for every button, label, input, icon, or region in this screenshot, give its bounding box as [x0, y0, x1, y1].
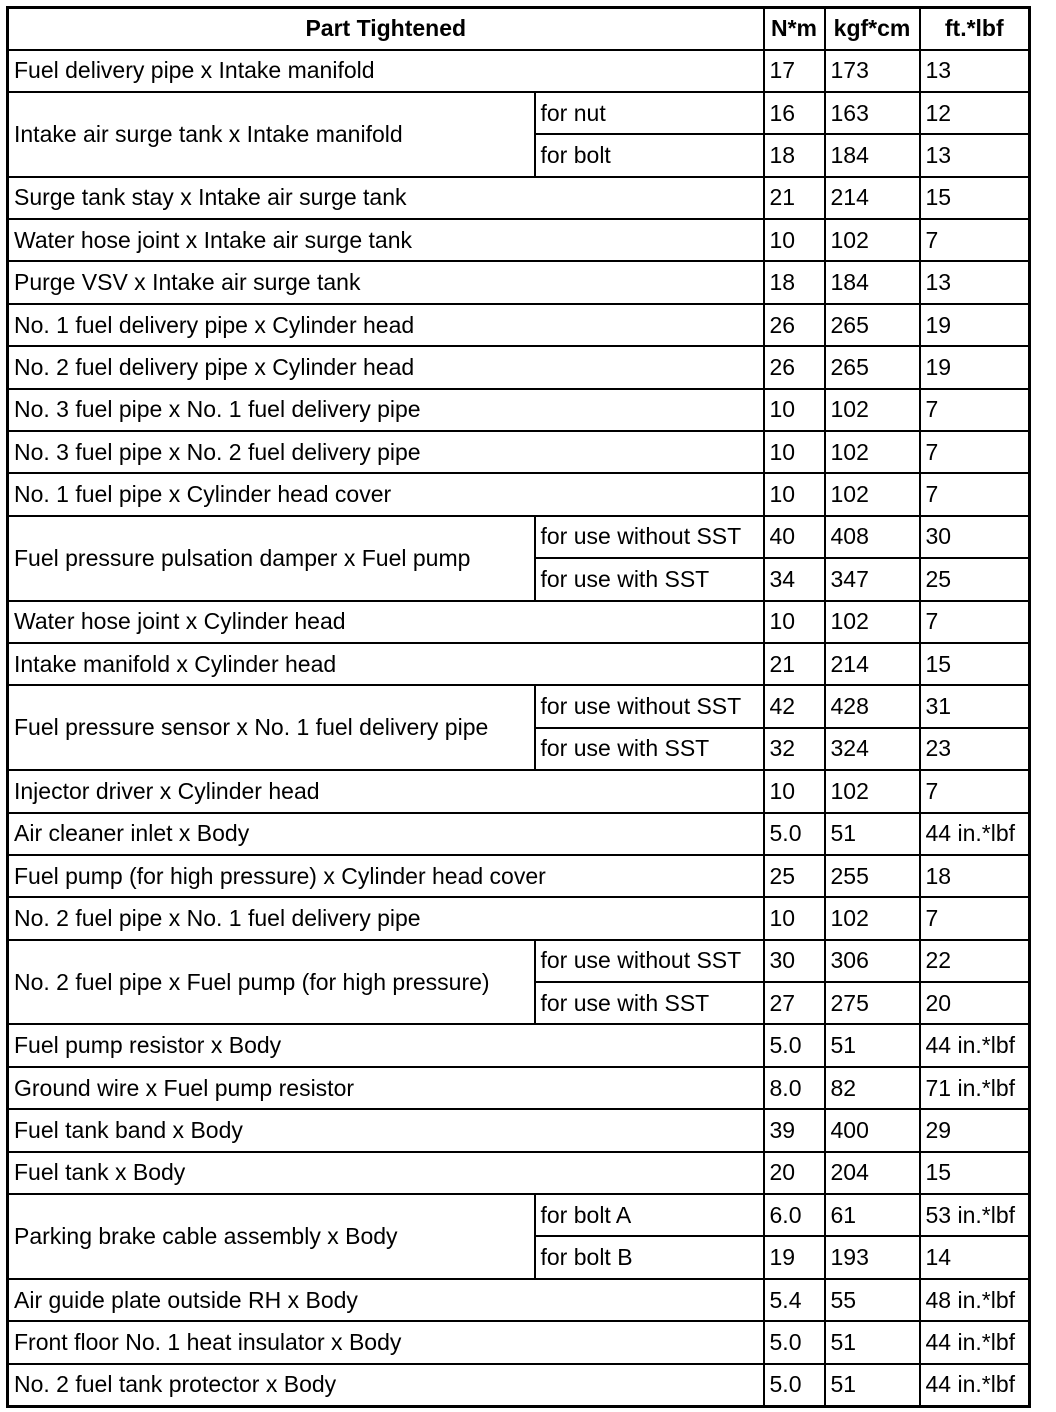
kgf-cm-cell: 173	[825, 50, 920, 92]
table-row	[8, 1194, 1030, 1236]
nm-cell: 10	[764, 770, 825, 812]
nm-cell: 5.4	[764, 1279, 825, 1321]
ft-lbf-cell: 12	[920, 92, 1030, 134]
part-cell: No. 2 fuel pipe x No. 1 fuel delivery pipe	[8, 897, 764, 939]
ft-lbf-cell: 19	[920, 346, 1030, 388]
kgf-cm-cell: 61	[825, 1194, 920, 1236]
nm-cell: 10	[764, 473, 825, 515]
table-row	[8, 940, 1030, 982]
kgf-cm-cell: 102	[825, 389, 920, 431]
ft-lbf-cell: 7	[920, 431, 1030, 473]
ft-lbf-cell: 44 in.*lbf	[920, 1364, 1030, 1406]
kgf-cm-cell: 214	[825, 177, 920, 219]
condition-cell: for bolt B	[535, 1236, 764, 1278]
part-cell: Air cleaner inlet x Body	[8, 813, 764, 855]
nm-cell: 34	[764, 558, 825, 600]
part-cell: No. 3 fuel pipe x No. 1 fuel delivery pipe	[8, 389, 764, 431]
ft-lbf-cell: 15	[920, 1152, 1030, 1194]
kgf-cm-cell: 82	[825, 1067, 920, 1109]
kgf-cm-cell: 102	[825, 473, 920, 515]
nm-cell: 18	[764, 261, 825, 303]
table-row	[8, 1279, 1030, 1321]
ft-lbf-cell: 7	[920, 219, 1030, 261]
nm-cell: 10	[764, 431, 825, 473]
nm-cell: 27	[764, 982, 825, 1024]
nm-cell: 5.0	[764, 1024, 825, 1066]
part-cell: No. 2 fuel pipe x Fuel pump (for high pressure)	[8, 940, 535, 1025]
kgf-cm-cell: 214	[825, 643, 920, 685]
table-row	[8, 1067, 1030, 1109]
kgf-cm-cell: 204	[825, 1152, 920, 1194]
condition-cell: for bolt	[535, 134, 764, 176]
kgf-cm-cell: 265	[825, 304, 920, 346]
ft-lbf-cell: 20	[920, 982, 1030, 1024]
kgf-cm-cell: 347	[825, 558, 920, 600]
condition-cell: for use without SST	[535, 685, 764, 727]
nm-cell: 32	[764, 728, 825, 770]
part-cell: Fuel delivery pipe x Intake manifold	[8, 50, 764, 92]
nm-cell: 40	[764, 516, 825, 558]
ft-lbf-cell: 13	[920, 50, 1030, 92]
condition-cell: for use with SST	[535, 982, 764, 1024]
ft-lbf-cell: 7	[920, 601, 1030, 643]
condition-cell: for use with SST	[535, 728, 764, 770]
header-row	[8, 8, 1030, 50]
nm-cell: 10	[764, 219, 825, 261]
kgf-cm-cell: 163	[825, 92, 920, 134]
nm-cell: 39	[764, 1109, 825, 1151]
table-row	[8, 770, 1030, 812]
part-cell: Injector driver x Cylinder head	[8, 770, 764, 812]
part-cell: No. 2 fuel tank protector x Body	[8, 1364, 764, 1406]
table-row	[8, 601, 1030, 643]
table-row	[8, 219, 1030, 261]
nm-cell: 30	[764, 940, 825, 982]
kgf-cm-cell: 51	[825, 813, 920, 855]
part-cell: Surge tank stay x Intake air surge tank	[8, 177, 764, 219]
part-cell: Fuel pump (for high pressure) x Cylinder head cover	[8, 855, 764, 897]
kgf-cm-cell: 306	[825, 940, 920, 982]
nm-cell: 10	[764, 601, 825, 643]
kgf-cm-cell: 102	[825, 897, 920, 939]
ft-lbf-cell: 44 in.*lbf	[920, 1321, 1030, 1363]
table-row	[8, 813, 1030, 855]
kgf-cm-cell: 102	[825, 219, 920, 261]
header-nm: N*m	[764, 8, 825, 50]
torque-spec-table	[6, 6, 1031, 1408]
ft-lbf-cell: 30	[920, 516, 1030, 558]
nm-cell: 42	[764, 685, 825, 727]
kgf-cm-cell: 51	[825, 1321, 920, 1363]
table-row	[8, 685, 1030, 727]
kgf-cm-cell: 51	[825, 1024, 920, 1066]
table-row	[8, 473, 1030, 515]
ft-lbf-cell: 23	[920, 728, 1030, 770]
kgf-cm-cell: 184	[825, 134, 920, 176]
nm-cell: 21	[764, 177, 825, 219]
ft-lbf-cell: 7	[920, 473, 1030, 515]
nm-cell: 8.0	[764, 1067, 825, 1109]
table-row	[8, 177, 1030, 219]
part-cell: Fuel pressure pulsation damper x Fuel pump	[8, 516, 535, 601]
nm-cell: 26	[764, 304, 825, 346]
ft-lbf-cell: 14	[920, 1236, 1030, 1278]
table-body	[8, 50, 1030, 1407]
kgf-cm-cell: 428	[825, 685, 920, 727]
table-row	[8, 1364, 1030, 1406]
ft-lbf-cell: 15	[920, 643, 1030, 685]
table-row	[8, 1152, 1030, 1194]
table-row	[8, 643, 1030, 685]
part-cell: Fuel pressure sensor x No. 1 fuel delivery pipe	[8, 685, 535, 770]
ft-lbf-cell: 15	[920, 177, 1030, 219]
header-ft-lbf: ft.*lbf	[920, 8, 1030, 50]
ft-lbf-cell: 29	[920, 1109, 1030, 1151]
nm-cell: 10	[764, 897, 825, 939]
condition-cell: for use without SST	[535, 516, 764, 558]
ft-lbf-cell: 13	[920, 261, 1030, 303]
ft-lbf-cell: 7	[920, 770, 1030, 812]
table-row	[8, 431, 1030, 473]
kgf-cm-cell: 255	[825, 855, 920, 897]
table-row	[8, 346, 1030, 388]
kgf-cm-cell: 324	[825, 728, 920, 770]
ft-lbf-cell: 7	[920, 897, 1030, 939]
kgf-cm-cell: 275	[825, 982, 920, 1024]
part-cell: Purge VSV x Intake air surge tank	[8, 261, 764, 303]
part-cell: Water hose joint x Cylinder head	[8, 601, 764, 643]
ft-lbf-cell: 53 in.*lbf	[920, 1194, 1030, 1236]
table-row	[8, 50, 1030, 92]
nm-cell: 17	[764, 50, 825, 92]
header-kgf-cm: kgf*cm	[825, 8, 920, 50]
kgf-cm-cell: 193	[825, 1236, 920, 1278]
part-cell: Air guide plate outside RH x Body	[8, 1279, 764, 1321]
condition-cell: for bolt A	[535, 1194, 764, 1236]
nm-cell: 25	[764, 855, 825, 897]
nm-cell: 21	[764, 643, 825, 685]
ft-lbf-cell: 31	[920, 685, 1030, 727]
nm-cell: 18	[764, 134, 825, 176]
condition-cell: for nut	[535, 92, 764, 134]
kgf-cm-cell: 102	[825, 770, 920, 812]
ft-lbf-cell: 19	[920, 304, 1030, 346]
table-row	[8, 516, 1030, 558]
ft-lbf-cell: 25	[920, 558, 1030, 600]
part-cell: Parking brake cable assembly x Body	[8, 1194, 535, 1279]
nm-cell: 5.0	[764, 813, 825, 855]
nm-cell: 6.0	[764, 1194, 825, 1236]
table-row	[8, 1024, 1030, 1066]
ft-lbf-cell: 18	[920, 855, 1030, 897]
kgf-cm-cell: 51	[825, 1364, 920, 1406]
condition-cell: for use without SST	[535, 940, 764, 982]
nm-cell: 19	[764, 1236, 825, 1278]
kgf-cm-cell: 265	[825, 346, 920, 388]
kgf-cm-cell: 400	[825, 1109, 920, 1151]
nm-cell: 16	[764, 92, 825, 134]
ft-lbf-cell: 7	[920, 389, 1030, 431]
ft-lbf-cell: 71 in.*lbf	[920, 1067, 1030, 1109]
nm-cell: 5.0	[764, 1321, 825, 1363]
table-row	[8, 1321, 1030, 1363]
part-cell: Front floor No. 1 heat insulator x Body	[8, 1321, 764, 1363]
table-row	[8, 389, 1030, 431]
part-cell: No. 2 fuel delivery pipe x Cylinder head	[8, 346, 764, 388]
part-cell: No. 1 fuel delivery pipe x Cylinder head	[8, 304, 764, 346]
kgf-cm-cell: 55	[825, 1279, 920, 1321]
table-row	[8, 304, 1030, 346]
part-cell: No. 3 fuel pipe x No. 2 fuel delivery pipe	[8, 431, 764, 473]
kgf-cm-cell: 102	[825, 601, 920, 643]
ft-lbf-cell: 48 in.*lbf	[920, 1279, 1030, 1321]
part-cell: Intake air surge tank x Intake manifold	[8, 92, 535, 177]
kgf-cm-cell: 184	[825, 261, 920, 303]
table-row	[8, 897, 1030, 939]
table-row	[8, 261, 1030, 303]
part-cell: Fuel tank x Body	[8, 1152, 764, 1194]
ft-lbf-cell: 22	[920, 940, 1030, 982]
part-cell: Fuel tank band x Body	[8, 1109, 764, 1151]
kgf-cm-cell: 408	[825, 516, 920, 558]
table-row	[8, 92, 1030, 134]
ft-lbf-cell: 13	[920, 134, 1030, 176]
part-cell: Water hose joint x Intake air surge tank	[8, 219, 764, 261]
ft-lbf-cell: 44 in.*lbf	[920, 813, 1030, 855]
condition-cell: for use with SST	[535, 558, 764, 600]
table-row	[8, 1109, 1030, 1151]
nm-cell: 5.0	[764, 1364, 825, 1406]
nm-cell: 26	[764, 346, 825, 388]
part-cell: No. 1 fuel pipe x Cylinder head cover	[8, 473, 764, 515]
kgf-cm-cell: 102	[825, 431, 920, 473]
header-part-tightened: Part Tightened	[8, 8, 764, 50]
ft-lbf-cell: 44 in.*lbf	[920, 1024, 1030, 1066]
nm-cell: 10	[764, 389, 825, 431]
table-row	[8, 855, 1030, 897]
part-cell: Fuel pump resistor x Body	[8, 1024, 764, 1066]
part-cell: Intake manifold x Cylinder head	[8, 643, 764, 685]
nm-cell: 20	[764, 1152, 825, 1194]
part-cell: Ground wire x Fuel pump resistor	[8, 1067, 764, 1109]
